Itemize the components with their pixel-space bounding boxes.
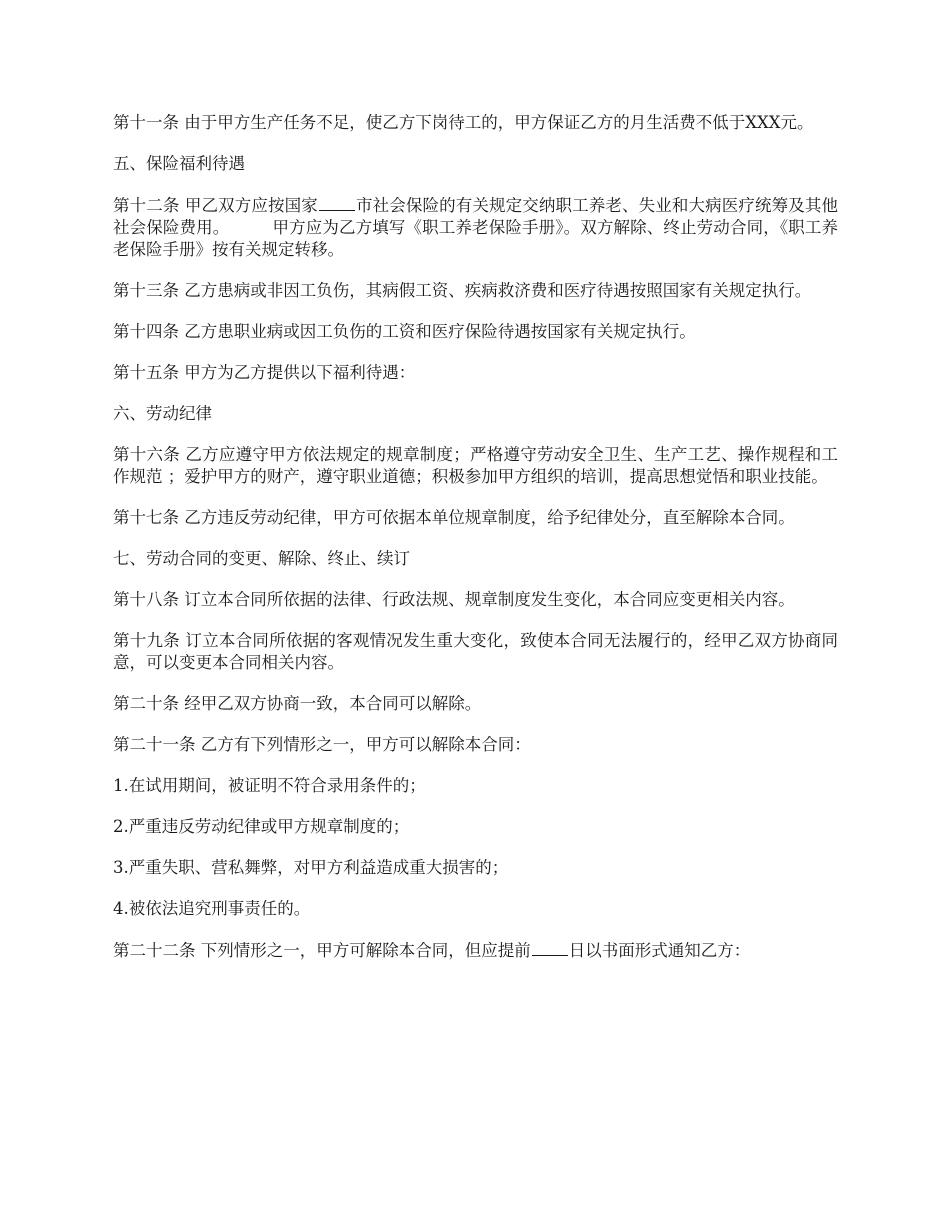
section-heading-labor-discipline: 六、劳动纪律 bbox=[113, 404, 212, 423]
article-18: 第十八条 订立本合同所依据的法律、行政法规、规章制度发生变化，本合同应变更相关内容。 bbox=[113, 590, 795, 609]
article-12 bbox=[113, 194, 838, 261]
article-12-part-1: 第十二条 甲乙双方应按国家 bbox=[113, 196, 318, 215]
article-11: 第十一条 由于甲方生产任务不足，使乙方下岗待工的，甲方保证乙方的月生活费不低于XXX元。 bbox=[113, 113, 814, 132]
blank-line bbox=[319, 194, 355, 211]
article-21: 第二十一条 乙方有下列情形之一，甲方可以解除本合同： bbox=[113, 735, 531, 754]
article-16: 第十六条 乙方应遵守甲方依法规定的规章制度；严格遵守劳动安全卫生、生产工艺、操作规程和工作规范 ；爱护甲方的财产，遵守职业道德；积极参加甲方组织的培训，提高思想觉悟和职业技能。 bbox=[113, 445, 838, 486]
section-heading-insurance-welfare: 五、保险福利待遇 bbox=[113, 154, 245, 173]
article-13: 第十三条 乙方患病或非因工负伤，其病假工资、疾病救济费和医疗待遇按照国家有关规定执行。 bbox=[113, 281, 812, 300]
article-17: 第十七条 乙方违反劳动纪律，甲方可依据本单位规章制度，给予纪律处分，直至解除本合同。 bbox=[113, 508, 795, 527]
article-19: 第十九条 订立本合同所依据的客观情况发生重大变化，致使本合同无法履行的，经甲乙双方协商同意，可以变更本合同相关内容。 bbox=[113, 631, 838, 672]
list-item-2: 2.严重违反劳动纪律或甲方规章制度的； bbox=[113, 817, 410, 836]
article-22-part-1: 第二十二条 下列情形之一，甲方可解除本合同，但应提前 bbox=[113, 941, 531, 960]
blank-line bbox=[532, 939, 568, 956]
article-22 bbox=[113, 939, 838, 962]
section-heading-contract-changes: 七、劳动合同的变更、解除、终止、续订 bbox=[113, 549, 410, 568]
article-14: 第十四条 乙方患职业病或因工负伤的工资和医疗保险待遇按国家有关规定执行。 bbox=[113, 322, 696, 341]
list-item-4: 4.被依法追究刑事责任的。 bbox=[113, 899, 311, 918]
article-20: 第二十条 经甲乙双方协商一致，本合同可以解除。 bbox=[113, 694, 482, 713]
article-15: 第十五条 甲方为乙方提供以下福利待遇： bbox=[113, 363, 416, 382]
list-item-3: 3.严重失职、营私舞弊，对甲方利益造成重大损害的； bbox=[113, 858, 509, 877]
list-item-1: 1.在试用期间，被证明不符合录用条件的； bbox=[113, 776, 426, 795]
article-22-part-2: 日以书面形式通知乙方： bbox=[568, 941, 751, 960]
document-page bbox=[113, 112, 838, 981]
article-12-part-2: 市社会保险的有关规定交纳职工养老、失业和大病医疗统筹及其他社会保险费用。 甲方应为乙方填写《职工养老保险手册》。双方解除、终止劳动合同，《职工养老保险手册》按有关规定转移。 bbox=[113, 196, 838, 259]
